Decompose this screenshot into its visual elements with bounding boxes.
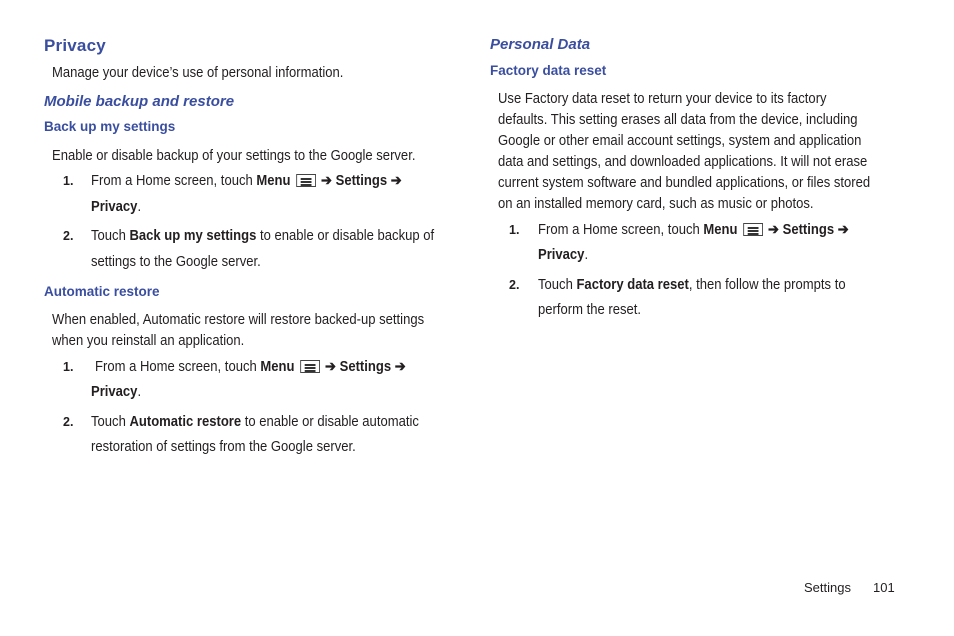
factory-step-2: [538, 275, 846, 296]
step-number: 2.: [63, 229, 74, 243]
menu-label: Menu: [256, 173, 291, 189]
menu-icon: [296, 174, 316, 187]
settings-label: Settings: [335, 173, 388, 189]
backup-step-2-line2: settings to the Google server.: [91, 254, 261, 270]
personal-data-heading: Personal Data: [490, 36, 591, 53]
factory-step-1: [538, 220, 849, 241]
back-up-settings-heading: Back up my settings: [44, 119, 176, 134]
step-text: From a Home screen, touch: [538, 222, 704, 238]
privacy-label: Privacy: [91, 384, 138, 400]
factory-desc-line: current system software and bundled applications, or files stored: [498, 175, 871, 191]
step-number: 1.: [63, 174, 74, 188]
arrow-icon: ➔: [325, 359, 336, 375]
factory-step-1-cont: [538, 245, 588, 266]
arrow-icon: ➔: [390, 173, 402, 189]
arrow-icon: ➔: [321, 173, 332, 189]
menu-icon: [743, 223, 763, 236]
period: .: [137, 384, 142, 400]
back-up-my-settings-label: Back up my settings: [129, 228, 257, 244]
step-number: 1.: [63, 360, 74, 374]
settings-label: Settings: [782, 222, 835, 238]
factory-data-reset-label: Factory data reset: [576, 277, 689, 293]
period: .: [584, 247, 589, 263]
automatic-restore-heading: Automatic restore: [44, 284, 160, 299]
auto-desc-line1: When enabled, Automatic restore will restore backed-up settings: [52, 312, 425, 328]
arrow-icon: ➔: [837, 222, 849, 238]
step-text: to enable or disable automatic: [241, 414, 419, 430]
auto-step-2: [91, 412, 419, 433]
auto-step-1: [95, 357, 406, 378]
period: .: [137, 199, 142, 215]
step-number: 1.: [509, 223, 520, 237]
privacy-heading: Privacy: [44, 36, 106, 55]
backup-step-2: [91, 226, 434, 247]
step-text: From a Home screen, touch: [91, 173, 257, 189]
menu-label: Menu: [260, 359, 295, 375]
settings-label: Settings: [339, 359, 392, 375]
backup-step-1: [91, 171, 402, 192]
step-number: 2.: [63, 415, 74, 429]
backup-description: Enable or disable backup of your settings to the Google server.: [52, 148, 416, 164]
menu-label: Menu: [703, 222, 738, 238]
step-text: to enable or disable backup of: [256, 228, 435, 244]
auto-step-2-line2: restoration of settings from the Google server.: [91, 439, 356, 455]
menu-icon: [300, 360, 320, 373]
privacy-description: Manage your device’s use of personal information.: [52, 65, 344, 81]
privacy-label: Privacy: [91, 199, 138, 215]
arrow-icon: ➔: [768, 222, 779, 238]
auto-desc-line2: when you reinstall an application.: [52, 333, 245, 349]
auto-step-1-cont: [91, 382, 141, 403]
arrow-icon: ➔: [394, 359, 406, 375]
step-text: Touch: [538, 277, 577, 293]
factory-desc-line: Google or other email account settings, system and application: [498, 133, 862, 149]
step-text: , then follow the prompts to: [688, 277, 846, 293]
step-text: Touch: [91, 228, 130, 244]
step-text: Touch: [91, 414, 130, 430]
factory-desc-line: data and settings, and downloaded applications. It will not erase: [498, 154, 868, 170]
footer-section: Settings: [804, 580, 851, 595]
backup-step-1-cont: [91, 197, 141, 218]
automatic-restore-label: Automatic restore: [129, 414, 242, 430]
page-number: 101: [873, 580, 895, 595]
privacy-label: Privacy: [538, 247, 585, 263]
factory-desc-line: on an installed memory card, such as music or photos.: [498, 196, 814, 212]
step-text: From a Home screen, touch: [95, 359, 261, 375]
step-number: 2.: [509, 278, 520, 292]
factory-step-2-line2: perform the reset.: [538, 302, 641, 318]
mobile-backup-heading: Mobile backup and restore: [44, 93, 235, 110]
factory-desc-line: defaults. This setting erases all data from the device, including: [498, 112, 858, 128]
factory-data-reset-heading: Factory data reset: [490, 63, 607, 78]
factory-desc-line: Use Factory data reset to return your device to its factory: [498, 91, 827, 107]
